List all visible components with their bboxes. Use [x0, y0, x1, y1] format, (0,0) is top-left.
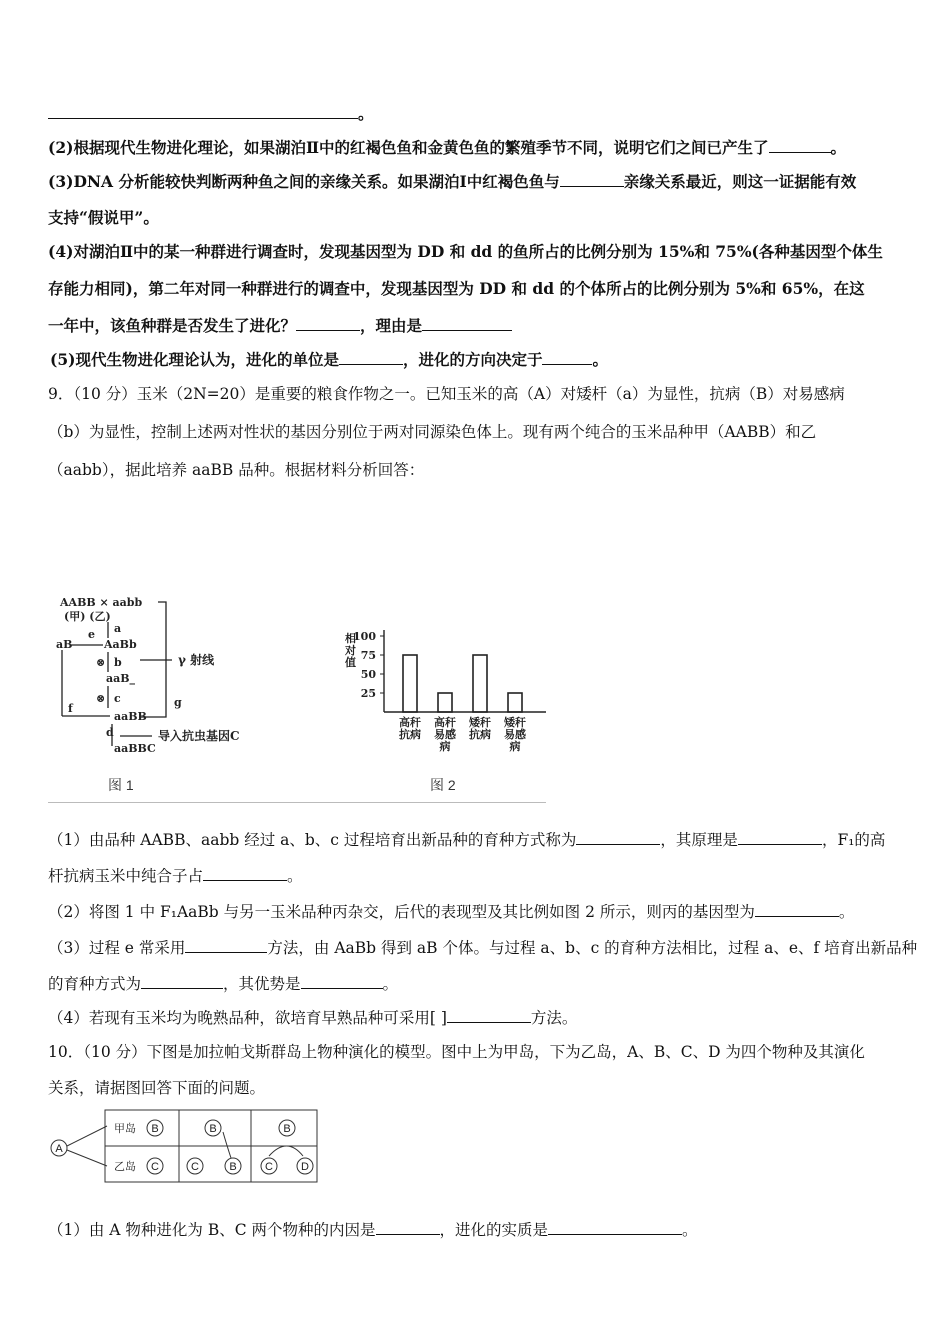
- fig1-g: g: [174, 696, 182, 709]
- question-9: 9．（10 分）玉米（2N=20）是重要的粮食作物之一。已知玉米的高（A）对矮杆（a）为显性，抗病（B）对易感病: [48, 385, 845, 403]
- fig1-aab: aaB_: [106, 672, 136, 685]
- figure1-svg: [48, 590, 546, 802]
- fig1-aabbc: aaBBC: [114, 742, 156, 755]
- chart-ytick-label: 50: [360, 668, 376, 681]
- blank[interactable]: [560, 172, 624, 187]
- chart-ytick-label: 100: [353, 630, 376, 643]
- island-jia: 甲岛: [114, 1123, 136, 1135]
- fig1-ab: aB: [56, 638, 73, 651]
- fig1-caption: 图 1: [108, 777, 134, 793]
- question-9-cont2: （aabb），据此培养 aaBB 品种。根据材料分析回答：: [48, 461, 425, 479]
- blank[interactable]: [203, 866, 287, 881]
- figure-panel: [48, 590, 546, 803]
- chart-ytick-label: 75: [360, 649, 376, 662]
- fig1-parents: (甲) (乙): [64, 610, 111, 623]
- question-8-4-cont: 存能力相同)，第二年对同一种群进行的调查中，发现基因型为 DD 和 dd 的个体所占的比例分别为 5%和 65%，在这: [48, 279, 865, 298]
- fig1-gamma: γ 射线: [178, 653, 215, 667]
- blank[interactable]: [447, 1008, 531, 1023]
- chart-bar: [438, 693, 452, 712]
- chart-bar: [473, 655, 487, 712]
- island-diagram: [45, 1106, 335, 1186]
- question-9-1: （1）由品种 AABB、aabb 经过 a、b、c 过程培育出新品种的育种方式称为 ，其原理是 ，F₁的高: [48, 831, 886, 849]
- blank[interactable]: [576, 830, 660, 845]
- chart-ylabel-1: 相: [345, 632, 356, 645]
- species-c-3: C: [265, 1161, 273, 1173]
- blank[interactable]: [48, 104, 358, 119]
- chart-bar: [403, 655, 417, 712]
- island-yi: 乙岛: [114, 1161, 136, 1173]
- chart-category-label: 高秆: [399, 716, 421, 729]
- question-9-2: （2）将图 1 中 F₁AaBb 与另一玉米品种丙杂交，后代的表现型及其比例如图 2 所示，则丙的基因型为 。: [48, 903, 855, 921]
- chart-category-label: 易感: [434, 728, 456, 741]
- fig1-f1: AaBb: [104, 638, 137, 651]
- fig1-gene: 导入抗虫基因C: [158, 729, 240, 743]
- chart-ylabel-3: 值: [345, 656, 356, 669]
- chart-category-label: 病: [509, 740, 521, 753]
- chart-category-label: 抗病: [399, 728, 421, 741]
- blank[interactable]: [185, 938, 267, 953]
- species-a: A: [55, 1143, 63, 1155]
- chart-category-label: 矮秆: [469, 716, 491, 729]
- fig1-e: e: [88, 628, 95, 641]
- question-9-1-cont: 杆抗病玉米中纯合子占 。: [48, 867, 303, 885]
- fig1-b: b: [114, 656, 122, 669]
- blank[interactable]: [422, 316, 512, 331]
- blank[interactable]: [769, 138, 831, 153]
- blank[interactable]: [738, 830, 822, 845]
- species-b-4: B: [283, 1123, 291, 1135]
- blank[interactable]: [301, 974, 383, 989]
- fig2-caption: 图 2: [430, 777, 456, 793]
- fig1-aabb2: aaBB: [114, 710, 147, 723]
- fig1-a: a: [114, 622, 122, 635]
- fig1-f: f: [68, 702, 73, 715]
- species-c-2: C: [191, 1161, 199, 1173]
- question-8-3: (3)DNA 分析能较快判断两种鱼之间的亲缘关系。如果湖泊Ⅰ中红褐色鱼与 亲缘关系最近，则这一证据能有效: [48, 172, 857, 191]
- chart-category-label: 矮秆: [504, 716, 526, 729]
- question-9-3: （3）过程 e 常采用 方法，由 AaBb 得到 aB 个体。与过程 a、b、c 的育种方法相比，过程 a、e、f 培育出新品种: [48, 939, 918, 957]
- chart-ytick-label: 25: [360, 687, 376, 700]
- question-8-5: (5)现代生物进化理论认为，进化的单位是 ，进化的方向决定于 。: [50, 350, 608, 369]
- blank[interactable]: [141, 974, 223, 989]
- fig1-d: d: [106, 726, 114, 739]
- question-9-3-cont: 的育种方式为 ，其优势是 。: [48, 975, 399, 993]
- blank[interactable]: [542, 350, 592, 365]
- fig1-self2: ⊗: [96, 692, 106, 705]
- figure2-chart: [344, 630, 546, 753]
- species-b-3: B: [229, 1161, 237, 1173]
- question-8-3-cont: 支持“假说甲”。: [48, 208, 159, 227]
- blank[interactable]: [548, 1220, 682, 1235]
- question-10: 10．（10 分）下图是加拉帕戈斯群岛上物种演化的模型。图中上为甲岛，下为乙岛，A、B、C、D 为四个物种及其演化: [48, 1043, 865, 1061]
- question-9-cont: （b）为显性，控制上述两对性状的基因分别位于两对同源染色体上。现有两个纯合的玉米品种甲（AABB）和乙: [48, 423, 817, 441]
- chart-category-label: 易感: [504, 728, 526, 741]
- blank[interactable]: [296, 316, 360, 331]
- blank[interactable]: [376, 1220, 440, 1235]
- question-8-2: (2)根据现代生物进化理论，如果湖泊Ⅱ中的红褐色鱼和金黄色鱼的繁殖季节不同，说明它们之间已产生了 。: [48, 138, 847, 157]
- chart-ylabel-2: 对: [345, 644, 356, 657]
- question-10-1: （1）由 A 物种进化为 B、C 两个物种的内因是 ，进化的实质是 。: [48, 1221, 698, 1239]
- chart-category-label: 病: [439, 740, 451, 753]
- chart-category-label: 抗病: [469, 728, 491, 741]
- chart-bar: [508, 693, 522, 712]
- species-b-2: B: [209, 1123, 217, 1135]
- answer-line: 。: [48, 104, 374, 124]
- fig1-self1: ⊗: [96, 656, 106, 669]
- blank[interactable]: [339, 350, 403, 365]
- question-9-4: （4）若现有玉米均为晚熟品种，欲培育早熟品种可采用[ ] 方法。: [48, 1009, 578, 1027]
- chart-category-label: 高秆: [434, 716, 456, 729]
- question-8-4-cont2: 一年中，该鱼种群是否发生了进化？ ，理由是: [48, 316, 512, 336]
- question-8-4: (4)对湖泊Ⅱ中的某一种群进行调查时，发现基因型为 DD 和 dd 的鱼所占的比例分别为 15%和 75%(各种基因型个体生: [48, 242, 883, 261]
- species-d: D: [301, 1161, 309, 1173]
- species-c-1: C: [151, 1161, 159, 1173]
- fig1-cross: AABB × aabb: [60, 596, 143, 609]
- blank[interactable]: [755, 902, 839, 917]
- species-b-1: B: [151, 1123, 159, 1135]
- question-10-cont: 关系，请据图回答下面的问题。: [48, 1079, 266, 1097]
- fig1-c: c: [114, 692, 121, 705]
